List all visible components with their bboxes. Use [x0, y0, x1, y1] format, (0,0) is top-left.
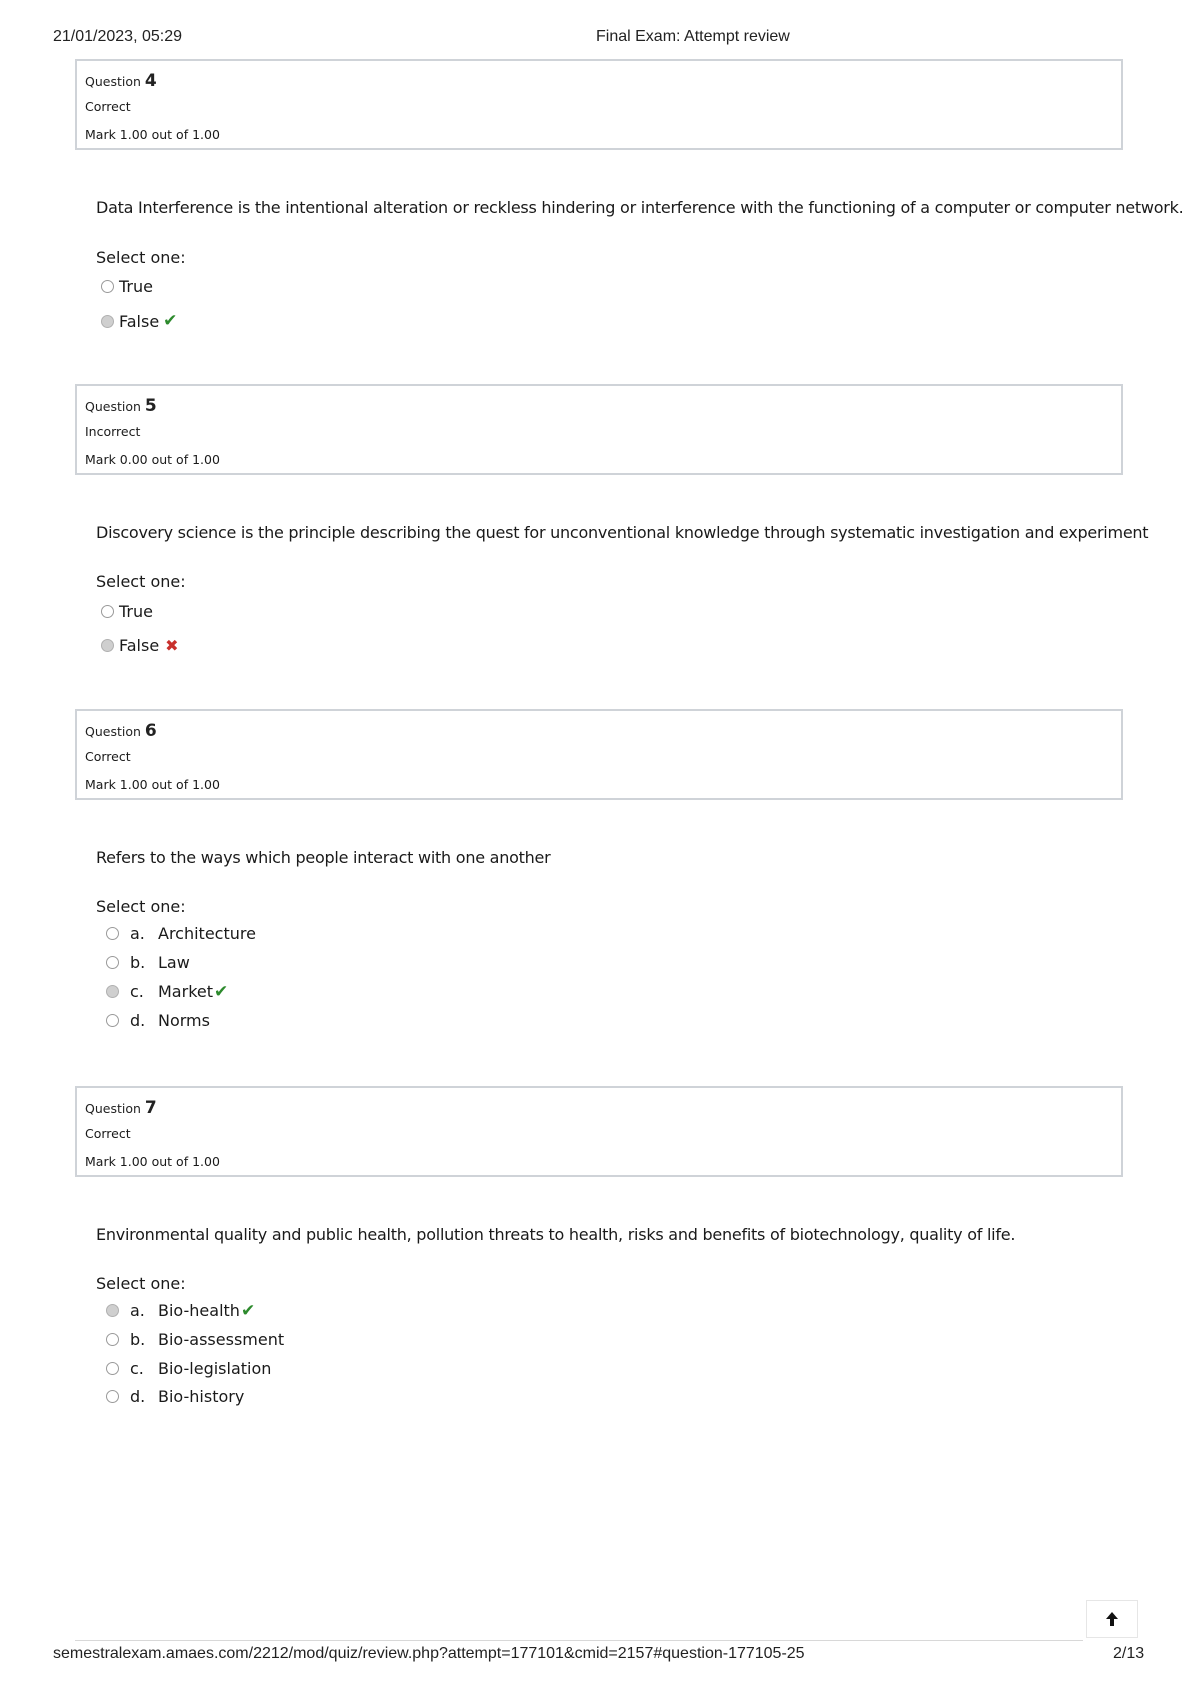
radio-button[interactable]: [106, 1390, 119, 1403]
radio-button[interactable]: [106, 1014, 119, 1027]
option-label: True: [119, 277, 153, 296]
option-letter: c.: [130, 1359, 144, 1378]
question-state: Correct: [85, 99, 131, 114]
option-letter: a.: [130, 924, 145, 943]
question-number: [85, 721, 157, 741]
question-grade: Mark 0.00 out of 1.00: [85, 452, 220, 467]
question-label: Question: [85, 399, 141, 414]
question-info-4: [75, 59, 1123, 150]
option-letter: d.: [130, 1387, 146, 1406]
option-true[interactable]: [101, 277, 153, 296]
question-text: Data Interference is the intentional alteration or reckless hindering or interference with the functioning of a computer or computer network.: [96, 198, 1184, 217]
radio-button[interactable]: [101, 605, 114, 618]
option-label: Bio-history: [158, 1387, 245, 1406]
correct-check-icon: ✔: [240, 1300, 256, 1321]
option-label: False: [119, 311, 160, 331]
footer-url: semestralexam.amaes.com/2212/mod/quiz/review.php?attempt=177101&cmid=2157#question-177105-25: [53, 1645, 805, 1662]
incorrect-cross-icon: ✖: [165, 636, 179, 655]
radio-button-selected[interactable]: [106, 1304, 119, 1317]
option-letter: d.: [130, 1011, 146, 1030]
question-label: Question: [85, 724, 141, 739]
select-one-prompt: Select one:: [96, 572, 186, 591]
question-grade: Mark 1.00 out of 1.00: [85, 1154, 220, 1169]
option-label: Law: [158, 953, 190, 972]
option-label: Bio-assessment: [158, 1330, 285, 1349]
radio-button-selected[interactable]: [101, 315, 114, 328]
option-false[interactable]: [101, 311, 177, 331]
option-a[interactable]: [106, 1300, 256, 1321]
select-one-prompt: Select one:: [96, 1274, 186, 1293]
radio-button-selected[interactable]: [101, 639, 114, 652]
question-state: Correct: [85, 1126, 131, 1141]
question-info-7: [75, 1086, 1123, 1177]
correct-check-icon: ✔: [214, 981, 229, 1002]
print-datetime: 21/01/2023, 05:29: [53, 28, 183, 45]
question-state: Correct: [85, 749, 131, 764]
question-number-value: 5: [144, 396, 157, 416]
option-b[interactable]: [106, 1330, 285, 1349]
option-label: False: [119, 636, 160, 655]
question-info-5: [75, 384, 1123, 475]
question-text: Discovery science is the principle describing the quest for unconventional knowledge through systematic investigation and experiment: [96, 523, 1149, 542]
question-label: Question: [85, 74, 141, 89]
option-a[interactable]: [106, 924, 256, 943]
option-label: True: [119, 602, 153, 621]
option-false[interactable]: [101, 636, 179, 655]
question-number-value: 7: [144, 1098, 157, 1118]
select-one-prompt: Select one:: [96, 248, 186, 267]
question-number-value: 4: [144, 71, 157, 91]
select-one-prompt: Select one:: [96, 897, 186, 916]
question-label: Question: [85, 1101, 141, 1116]
question-info-6: [75, 709, 1123, 800]
radio-button[interactable]: [106, 927, 119, 940]
option-letter: b.: [130, 953, 146, 972]
radio-button[interactable]: [106, 1362, 119, 1375]
page-title: Final Exam: Attempt review: [596, 28, 790, 45]
option-c[interactable]: [106, 981, 229, 1002]
footer-page-number: 2/13: [1113, 1645, 1145, 1662]
option-d[interactable]: [106, 1387, 245, 1406]
radio-button[interactable]: [106, 1333, 119, 1346]
question-grade: Mark 1.00 out of 1.00: [85, 777, 220, 792]
option-true[interactable]: [101, 602, 153, 621]
option-letter: b.: [130, 1330, 146, 1349]
question-state: Incorrect: [85, 424, 141, 439]
back-to-top-button[interactable]: [1086, 1600, 1138, 1638]
option-c[interactable]: [106, 1359, 272, 1378]
option-b[interactable]: [106, 953, 190, 972]
footer-divider: [75, 1640, 1083, 1641]
question-text: Environmental quality and public health, pollution threats to health, risks and benefits of biotechnology, quality of life.: [96, 1225, 1016, 1244]
option-label: Bio-health✔: [158, 1300, 256, 1321]
option-label: Market✔: [158, 981, 229, 1002]
option-label: Bio-legislation: [158, 1359, 272, 1378]
question-grade: Mark 1.00 out of 1.00: [85, 127, 220, 142]
option-letter: c.: [130, 982, 144, 1001]
option-label: Architecture: [158, 924, 256, 943]
question-number: [85, 71, 157, 91]
correct-check-icon: ✔: [163, 311, 178, 331]
question-number-value: 6: [144, 721, 157, 741]
radio-button[interactable]: [106, 956, 119, 969]
option-letter: a.: [130, 1301, 145, 1320]
radio-button-selected[interactable]: [106, 985, 119, 998]
arrow-up-icon: [1104, 1611, 1120, 1627]
question-number: [85, 1098, 157, 1118]
option-label: Norms: [158, 1011, 210, 1030]
radio-button[interactable]: [101, 280, 114, 293]
question-text: Refers to the ways which people interact with one another: [96, 848, 551, 867]
question-number: [85, 396, 157, 416]
option-d[interactable]: [106, 1011, 210, 1030]
